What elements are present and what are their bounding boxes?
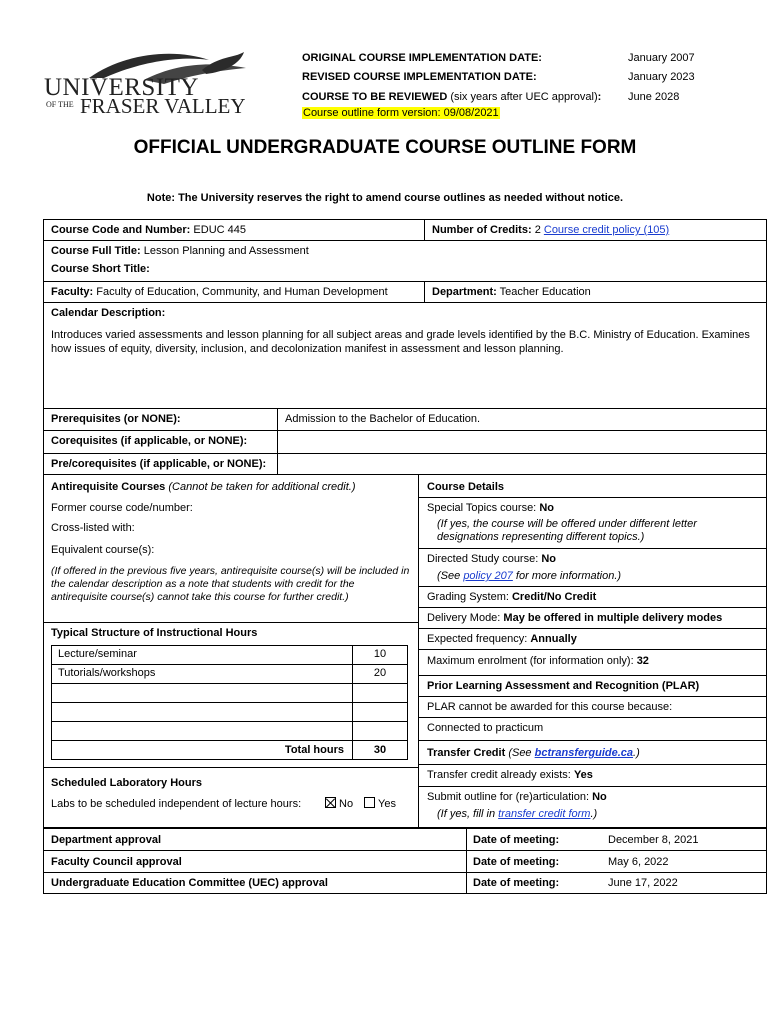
enrolment-label: Maximum enrolment (for information only):	[427, 655, 634, 667]
page-title: OFFICIAL UNDERGRADUATE COURSE OUTLINE FORM	[133, 137, 637, 158]
directed-note-post: for more information.)	[515, 570, 622, 582]
antireq-title	[51, 481, 355, 493]
department-label: Department:	[432, 286, 497, 298]
directed-study-label: Directed Study course:	[427, 553, 539, 565]
transfer-exists	[427, 769, 593, 781]
course-details-title: Course Details	[427, 481, 505, 493]
enrolment-value: 32	[636, 655, 649, 667]
plar-cannot: PLAR cannot be awarded for this course because:	[427, 701, 673, 713]
calendar-label: Calendar Description:	[51, 307, 166, 319]
faculty-value: Faculty of Education, Community, and Human Development	[96, 286, 388, 298]
review-date-value: June 2028	[628, 91, 680, 103]
original-date-value: January 2007	[628, 52, 695, 64]
transfer-form-note	[437, 808, 597, 820]
transfer-credit-form-link[interactable]: transfer credit form	[498, 808, 591, 820]
submit-outline	[427, 791, 607, 803]
transfer-title-text: Transfer Credit	[427, 747, 506, 759]
review-note: (six years after UEC approval)	[450, 91, 598, 103]
directed-study-note	[437, 570, 621, 582]
form-version: Course outline form version: 09/08/2021	[303, 107, 499, 119]
approval-date-label: Date of meeting:	[473, 834, 560, 846]
submit-outline-label: Submit outline for (re)articulation:	[427, 791, 590, 803]
approval-date: June 17, 2022	[608, 877, 678, 889]
department-value: Teacher Education	[499, 286, 591, 298]
transfer-note-pre: (If yes, fill in	[437, 808, 496, 820]
transfer-title	[427, 747, 640, 759]
page-title-wrap	[0, 137, 770, 159]
lab-no-label: No	[339, 798, 354, 810]
approval-label: Department approval	[51, 834, 162, 846]
full-title	[51, 245, 309, 257]
faculty-label: Faculty:	[51, 286, 94, 298]
policy-207-link[interactable]: policy 207	[463, 570, 513, 582]
original-date-label: ORIGINAL COURSE IMPLEMENTATION DATE:	[302, 52, 542, 64]
approval-date: December 8, 2021	[608, 834, 699, 846]
delivery-label: Delivery Mode:	[427, 612, 501, 624]
hours-row-value: 10	[373, 648, 387, 660]
credits	[432, 224, 669, 236]
frequency-value: Annually	[530, 633, 577, 645]
credit-policy-link[interactable]: Course credit policy (105)	[543, 224, 670, 236]
logo-of-the-text: OF THE	[46, 100, 74, 109]
logo-university-text: UNIVERSITY	[44, 74, 199, 101]
lab-yes-option[interactable]	[364, 797, 396, 810]
total-hours-label: Total hours	[284, 744, 344, 756]
lab-no-option[interactable]	[325, 797, 353, 810]
review-label: COURSE TO BE REVIEWED	[302, 91, 448, 103]
total-hours-value: 30	[373, 744, 387, 756]
antireq-note: (If offered in the previous five years, antirequisite course(s) will be included in the calendar description as a note that students with credit for the antirequisite course(s) cannot take this course for further credit.)	[51, 565, 410, 603]
revised-date-value: January 2023	[628, 71, 695, 83]
max-enrolment	[427, 655, 649, 667]
transfer-note-post: .)	[590, 808, 598, 820]
hours-title: Typical Structure of Instructional Hours	[51, 627, 258, 639]
directed-study	[427, 553, 556, 565]
expected-frequency	[427, 633, 577, 645]
university-logo	[44, 48, 249, 120]
hours-row-label: Tutorials/workshops	[58, 667, 156, 679]
prereq-value: Admission to the Bachelor of Education.	[285, 413, 481, 425]
directed-study-value: No	[541, 553, 557, 565]
directed-note-pre: (See	[437, 570, 461, 582]
amend-note: Note: The University reserves the right to amend course outlines as needed without notice.	[146, 192, 624, 204]
lab-yes-label: Yes	[378, 798, 396, 810]
short-title-label: Course Short Title:	[51, 263, 150, 275]
lab-yes-checkbox[interactable]	[364, 797, 375, 808]
calendar-description: Introduces varied assessments and lesson planning for all subject areas and grade levels identified by the B.C. Ministry of Education. Examines how issues of equity, diversity, inclusion, and decolonization manifest in assessment and lesson planning.	[51, 329, 750, 355]
lab-title: Scheduled Laboratory Hours	[51, 777, 202, 789]
special-topics-label: Special Topics course:	[427, 502, 537, 514]
hours-row-label: Lecture/seminar	[58, 648, 137, 660]
antireq-title-note: (Cannot be taken for additional credit.)	[168, 481, 356, 493]
special-topics-value: No	[539, 502, 554, 514]
equivalent-label: Equivalent course(s):	[51, 544, 155, 556]
frequency-label: Expected frequency:	[427, 633, 528, 645]
course-code	[51, 224, 246, 236]
submit-outline-value: No	[592, 791, 607, 803]
full-title-value: Lesson Planning and Assessment	[143, 245, 309, 257]
lab-question: Labs to be scheduled independent of lecture hours:	[51, 798, 302, 810]
revised-date-label: REVISED COURSE IMPLEMENTATION DATE:	[302, 71, 537, 83]
approval-label: Undergraduate Education Committee (UEC) approval	[51, 877, 328, 889]
hours-row-value: 20	[373, 667, 387, 679]
credits-label: Number of Credits:	[432, 224, 532, 236]
department	[432, 286, 591, 298]
transfer-close: .)	[633, 747, 640, 759]
review-line	[302, 91, 601, 103]
approval-date: May 6, 2022	[608, 856, 669, 868]
approval-date-label: Date of meeting:	[473, 877, 560, 889]
course-code-value: EDUC 445	[193, 224, 246, 236]
logo-fraser-valley-text: FRASER VALLEY	[80, 94, 246, 118]
prereq-label: Prerequisites (or NONE):	[51, 413, 181, 425]
special-topics	[427, 502, 554, 514]
antireq-title-text: Antirequisite Courses	[51, 481, 166, 493]
coreq-label: Corequisites (if applicable, or NONE):	[51, 435, 248, 447]
lab-no-checkbox[interactable]	[325, 797, 336, 808]
cross-listed-label: Cross-listed with:	[51, 522, 135, 534]
precoreq-label: Pre/corequisites (if applicable, or NONE):	[51, 458, 267, 470]
grading-system	[427, 591, 596, 603]
course-code-label: Course Code and Number:	[51, 224, 191, 236]
grading-value: Credit/No Credit	[511, 591, 597, 603]
transfer-exists-label: Transfer credit already exists:	[427, 769, 571, 781]
grading-label: Grading System:	[427, 591, 509, 603]
faculty	[51, 286, 388, 298]
transfer-see: (See	[508, 747, 532, 759]
delivery-mode	[427, 612, 722, 624]
credits-value: 2	[534, 224, 541, 236]
delivery-value: May be offered in multiple delivery modes	[503, 612, 723, 624]
review-colon: :	[597, 91, 602, 103]
approval-label: Faculty Council approval	[51, 856, 182, 868]
former-course-label: Former course code/number:	[51, 502, 193, 514]
bctransferguide-link[interactable]: bctransferguide.ca	[534, 747, 634, 759]
approval-date-label: Date of meeting:	[473, 856, 560, 868]
special-topics-note: (If yes, the course will be offered under different letter designations representing different topics.)	[437, 518, 697, 543]
transfer-exists-value: Yes	[573, 769, 593, 781]
plar-reason: Connected to practicum	[427, 722, 544, 734]
plar-title: Prior Learning Assessment and Recognition (PLAR)	[427, 680, 700, 692]
full-title-label: Course Full Title:	[51, 245, 141, 257]
